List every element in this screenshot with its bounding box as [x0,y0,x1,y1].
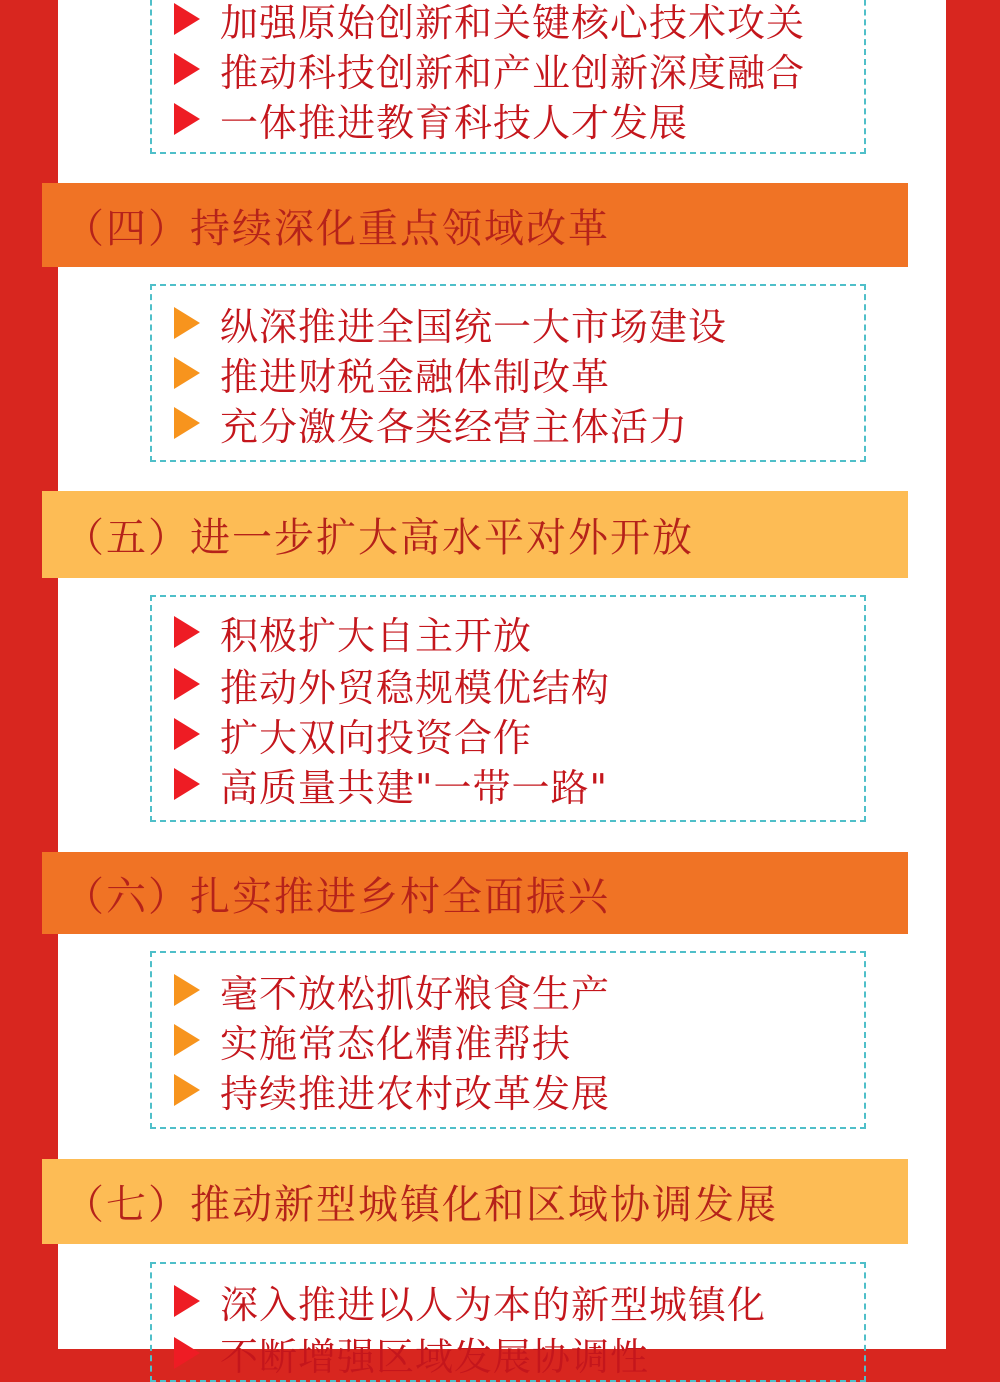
list-item [174,94,860,144]
section-heading-6 [42,852,908,934]
bullet-triangle-icon [174,1024,200,1056]
list-item-text: 纵深推进全国统一大市场建设 [220,304,728,349]
section-title: （六）扎实推进乡村全面振兴 [64,873,610,920]
list-item-text: 推动外贸稳规模优结构 [220,665,611,710]
bullet-triangle-icon [174,407,200,439]
bullet-triangle-icon [174,3,200,35]
list-item-text: 不断增强区域发展协调性 [220,1334,650,1379]
list-item [174,1276,860,1326]
items-box-section4 [150,284,866,462]
bullet-triangle-icon [174,53,200,85]
list-item [174,659,860,709]
bullet-triangle-icon [174,103,200,135]
list-item-text: 加强原始创新和关键核心技术攻关 [220,0,806,45]
bullet-triangle-icon [174,668,200,700]
list-item [174,0,860,44]
list-item-text: 推动科技创新和产业创新深度融合 [220,50,806,95]
list-item-text: 毫不放松抓好粮食生产 [220,971,611,1016]
items-box-section6 [150,951,866,1129]
section-heading-4 [42,183,908,267]
bullet-triangle-icon [174,974,200,1006]
section-heading-5 [42,491,908,578]
list-item-text: 积极扩大自主开放 [220,613,533,658]
list-item-text: 充分激发各类经营主体活力 [220,404,689,449]
bullet-triangle-icon [174,768,200,800]
bullet-triangle-icon [174,616,200,648]
list-item-text: 深入推进以人为本的新型城镇化 [220,1282,767,1327]
list-item [174,709,860,759]
list-item [174,1328,860,1378]
list-item-text: 高质量共建"一带一路" [220,765,608,810]
items-box-section7 [150,1262,866,1382]
list-item-text: 推进财税金融体制改革 [220,354,611,399]
section-title: （四）持续深化重点领域改革 [64,205,610,252]
items-box-section5 [150,595,866,822]
bullet-triangle-icon [174,307,200,339]
list-item-text: 持续推进农村改革发展 [220,1071,611,1116]
list-item [174,965,860,1015]
items-box-section3 [150,0,866,154]
list-item [174,1015,860,1065]
list-item [174,607,860,657]
list-item-text: 实施常态化精准帮扶 [220,1021,572,1066]
section-heading-7 [42,1159,908,1244]
list-item [174,398,860,448]
list-item [174,348,860,398]
bullet-triangle-icon [174,1074,200,1106]
bullet-triangle-icon [174,1337,200,1369]
list-item [174,759,860,809]
list-item [174,1065,860,1115]
list-item [174,44,860,94]
list-item-text: 扩大双向投资合作 [220,715,533,760]
section-title: （五）进一步扩大高水平对外开放 [64,515,694,561]
section-title: （七）推动新型城镇化和区域协调发展 [64,1182,778,1228]
bullet-triangle-icon [174,718,200,750]
list-item [174,298,860,348]
list-item-text: 一体推进教育科技人才发展 [220,100,689,145]
bullet-triangle-icon [174,1285,200,1317]
bullet-triangle-icon [174,357,200,389]
